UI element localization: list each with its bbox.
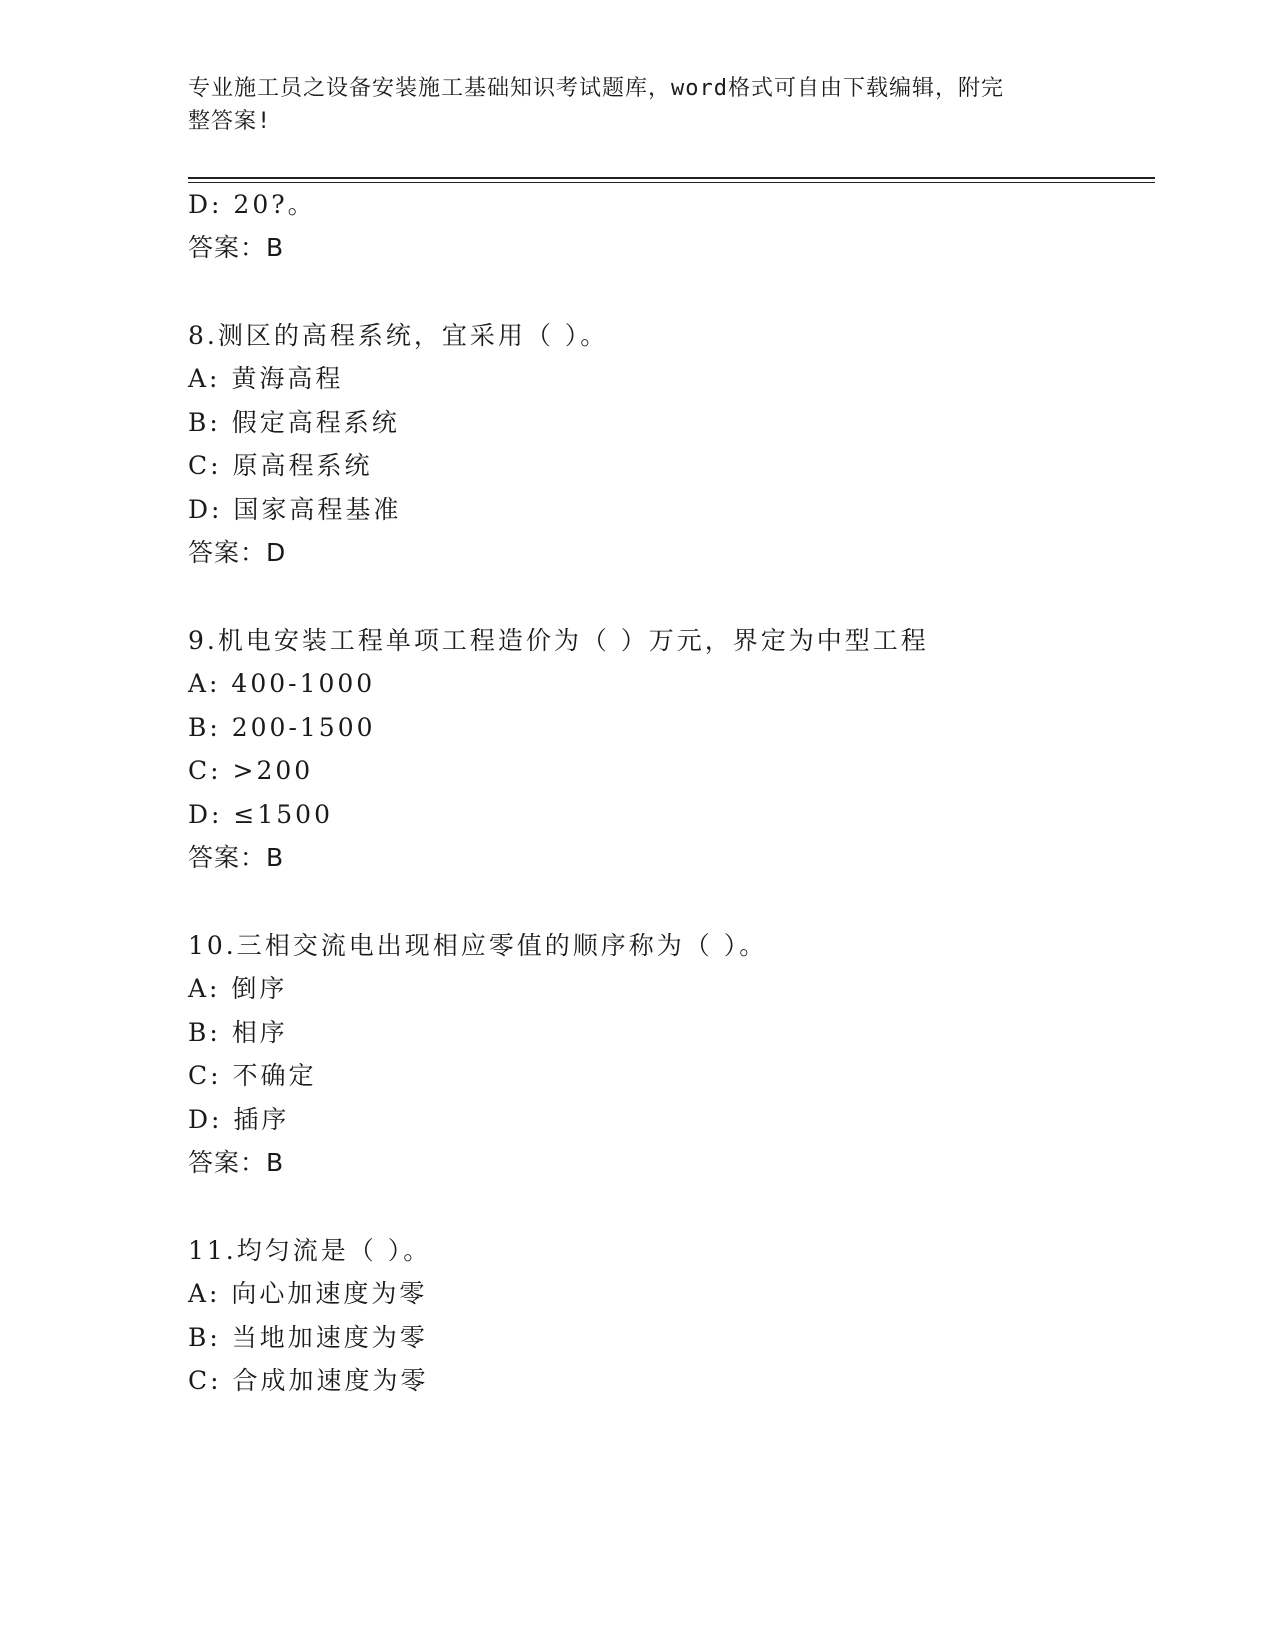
option-b: B: 200-1500: [188, 713, 376, 742]
document-header: [188, 72, 1068, 138]
option-b: B: 当地加速度为零: [188, 1323, 428, 1352]
header-divider-thin: [188, 182, 1155, 183]
option-d: D: 20?。: [188, 190, 316, 219]
header-divider-thick: [188, 177, 1155, 179]
answer: 答案：D: [188, 538, 287, 567]
answer: 答案：B: [188, 843, 285, 872]
option-a: A: 400-1000: [188, 669, 376, 698]
option-c: C: 原高程系统: [188, 451, 373, 480]
answer: 答案：B: [188, 233, 285, 262]
question-stem: 11.均匀流是（ ）。: [188, 1236, 432, 1265]
option-c: C: 合成加速度为零: [188, 1366, 429, 1395]
header-title-line-1: 专业施工员之设备安装施工基础知识考试题库，word格式可自由下载编辑，附完: [188, 76, 1004, 101]
option-c: C: >200: [188, 756, 314, 785]
header-title-line-2: 整答案!: [188, 109, 272, 134]
option-d: D: 插序: [188, 1105, 290, 1134]
option-b: B: 相序: [188, 1018, 288, 1047]
question-stem: 9.机电安装工程单项工程造价为（ ）万元，界定为中型工程: [188, 626, 929, 655]
option-d: D: ≤1500: [188, 800, 333, 829]
option-d: D: 国家高程基准: [188, 495, 402, 524]
option-a: A: 倒序: [188, 974, 288, 1003]
question-stem: 8.测区的高程系统，宜采用（ ）。: [188, 321, 609, 350]
option-a: A: 黄海高程: [188, 364, 344, 393]
option-c: C: 不确定: [188, 1061, 317, 1090]
answer: 答案：B: [188, 1148, 285, 1177]
option-a: A: 向心加速度为零: [188, 1279, 428, 1308]
option-b: B: 假定高程系统: [188, 408, 400, 437]
question-stem: 10.三相交流电出现相应零值的顺序称为（ ）。: [188, 931, 768, 960]
